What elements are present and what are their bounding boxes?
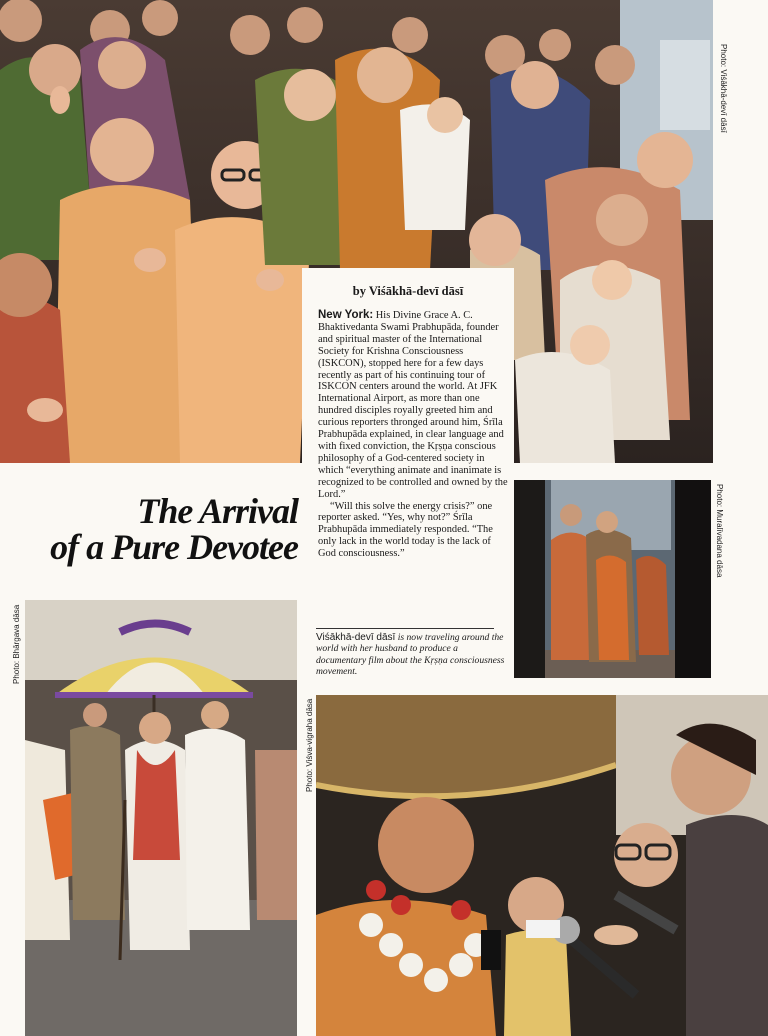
article-text-box bbox=[302, 268, 514, 690]
paragraph-2: “Will this solve the energy crisis?” one reporter asked. “Yes, why not?” Śrīla Prabhupāda immediately responded. “The only lack in the world today is the lack of God consciousness.” bbox=[318, 500, 493, 560]
press-illustration bbox=[316, 695, 768, 1036]
dateline: New York: bbox=[318, 309, 374, 321]
bottom-left-photo bbox=[25, 600, 297, 1036]
photo-credit-left: Photo: Bhārgava dāsa bbox=[12, 604, 21, 684]
article-body bbox=[318, 310, 508, 560]
note-divider bbox=[316, 628, 494, 629]
walkway-illustration bbox=[511, 480, 711, 678]
author-note-text: is now traveling around the world with her husband to produce a documentary film about the Kṛṣṇa consciousness movement. bbox=[316, 632, 505, 677]
author-note bbox=[316, 632, 506, 677]
byline: by Viśākhā-devī dāsī bbox=[352, 284, 464, 298]
photo-credit-middle-right: Photo: Muralīvadana dāsa bbox=[715, 484, 724, 578]
paragraph-1-text: His Divine Grace A. C. Bhaktivedanta Swami Prabhupāda, founder and spiritual master of the International Society for Krishna Consciousness (ISKCON), stopped here for a few days recently as part of his continuing tour of ISKCON centers around the world. At JFK International Airport, as more than one hundred disciples royally greeted him and curious reporters thronged around him, Śrīla Prabhupāda explained, in clear language and with fixed conviction, the Kṛṣṇa conscious philosophy of a God-centered society in which “everything animate and inanimate is recognized to be controlled and owned by the Lord.” bbox=[318, 310, 508, 500]
photo-credit-bottom-middle: Photo: Viśva-vigraha dāsa bbox=[305, 698, 314, 792]
article-title-line1: The Arrival bbox=[137, 491, 298, 531]
author-note-name: Viśākhā-devī dāsī bbox=[316, 632, 396, 643]
procession-illustration bbox=[25, 600, 297, 1036]
middle-right-photo bbox=[511, 480, 711, 678]
bottom-right-photo bbox=[316, 695, 768, 1036]
paragraph-1 bbox=[318, 310, 508, 501]
article-title-line2: of a Pure Devotee bbox=[50, 527, 298, 567]
photo-credit-top-right: Photo: Viśākhā-devī dāsī bbox=[719, 44, 728, 133]
